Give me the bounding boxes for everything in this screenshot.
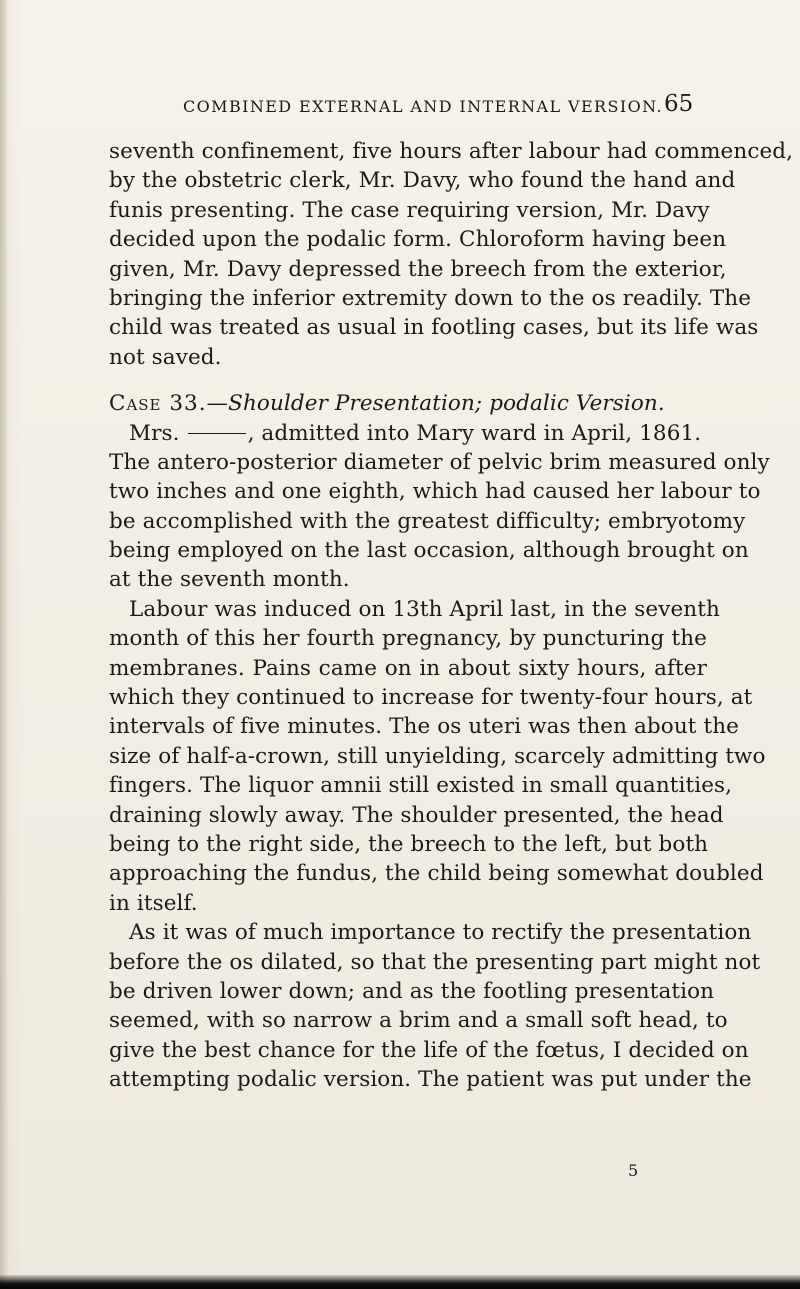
case-line-18: before the os dilated, so that the presenting part might not: [109, 949, 761, 975]
case-line-20: seemed, with so narrow a brim and a small soft head, to: [109, 1008, 728, 1034]
page-number: 65: [664, 91, 694, 117]
case-line-4: being employed on the last occasion, although brought on: [109, 538, 749, 564]
case-label: Case 33.: [109, 391, 207, 417]
case-line-2: two inches and one eighth, which had caused her labour to: [109, 479, 761, 505]
case-line-6: Labour was induced on 13th April last, in the seventh: [129, 596, 720, 622]
case-heading-line: [109, 389, 707, 418]
body-line-7: child was treated as usual in footling cases, but its life was: [109, 315, 759, 341]
case-line-15: approaching the fundus, the child being somewhat doubled: [109, 861, 764, 887]
case-line-5: at the seventh month.: [109, 567, 350, 593]
admission-line: [109, 419, 707, 448]
admission-text: , admitted into Mary ward in April, 1861.: [247, 420, 702, 446]
body-line-5: given, Mr. Davy depressed the breech from the exterior,: [109, 256, 727, 282]
running-header: COMBINED EXTERNAL AND INTERNAL VERSION.: [183, 97, 663, 116]
signature-mark: 5: [628, 1161, 639, 1180]
mrs-label: Mrs.: [129, 420, 180, 446]
body-line-1: seventh confinement, five hours after labour had commenced,: [109, 139, 794, 164]
case-line-3: be accomplished with the greatest difficulty; embryotomy: [109, 508, 746, 534]
body-line-6: bringing the inferior extremity down to the os readily. The: [109, 285, 752, 311]
body-line-8: not saved.: [109, 344, 222, 370]
case-line-12: fingers. The liquor amnii still existed in small quantities,: [109, 773, 733, 799]
case-line-7: month of this her fourth pregnancy, by puncturing the: [109, 626, 707, 652]
case-line-21: give the best chance for the life of the fœtus, I decided on: [109, 1037, 749, 1063]
case-line-1: The antero-posterior diameter of pelvic brim measured only: [109, 449, 770, 475]
case-line-9: which they continued to increase for twenty-four hours, at: [109, 685, 753, 711]
body-line-2: by the obstetric clerk, Mr. Davy, who found the hand and: [109, 168, 736, 194]
case-line-22: attempting podalic version. The patient was put under the: [109, 1067, 752, 1093]
bottom-page-edge: [0, 1275, 800, 1289]
case-line-10: intervals of five minutes. The os uteri was then about the: [109, 714, 739, 740]
page-text: [109, 137, 794, 1095]
case-line-8: membranes. Pains came on in about sixty hours, after: [109, 655, 707, 681]
case-line-17: As it was of much importance to rectify the presentation: [129, 920, 752, 946]
case-line-19: be driven lower down; and as the footling presentation: [109, 978, 715, 1004]
case-line-13: draining slowly away. The shoulder presented, the head: [109, 802, 724, 828]
body-line-3: funis presenting. The case requiring version, Mr. Davy: [109, 197, 710, 223]
page-binding-edge: [0, 0, 8, 1289]
case-heading: —Shoulder Presentation; podalic Version.: [206, 391, 665, 417]
case-line-14: being to the right side, the breech to the left, but both: [109, 831, 709, 857]
case-line-16: in itself.: [109, 890, 198, 916]
name-redaction-dash: [188, 433, 246, 434]
case-line-11: size of half-a-crown, still unyielding, scarcely admitting two: [109, 743, 766, 769]
body-line-4: decided upon the podalic form. Chloroform having been: [109, 227, 727, 253]
